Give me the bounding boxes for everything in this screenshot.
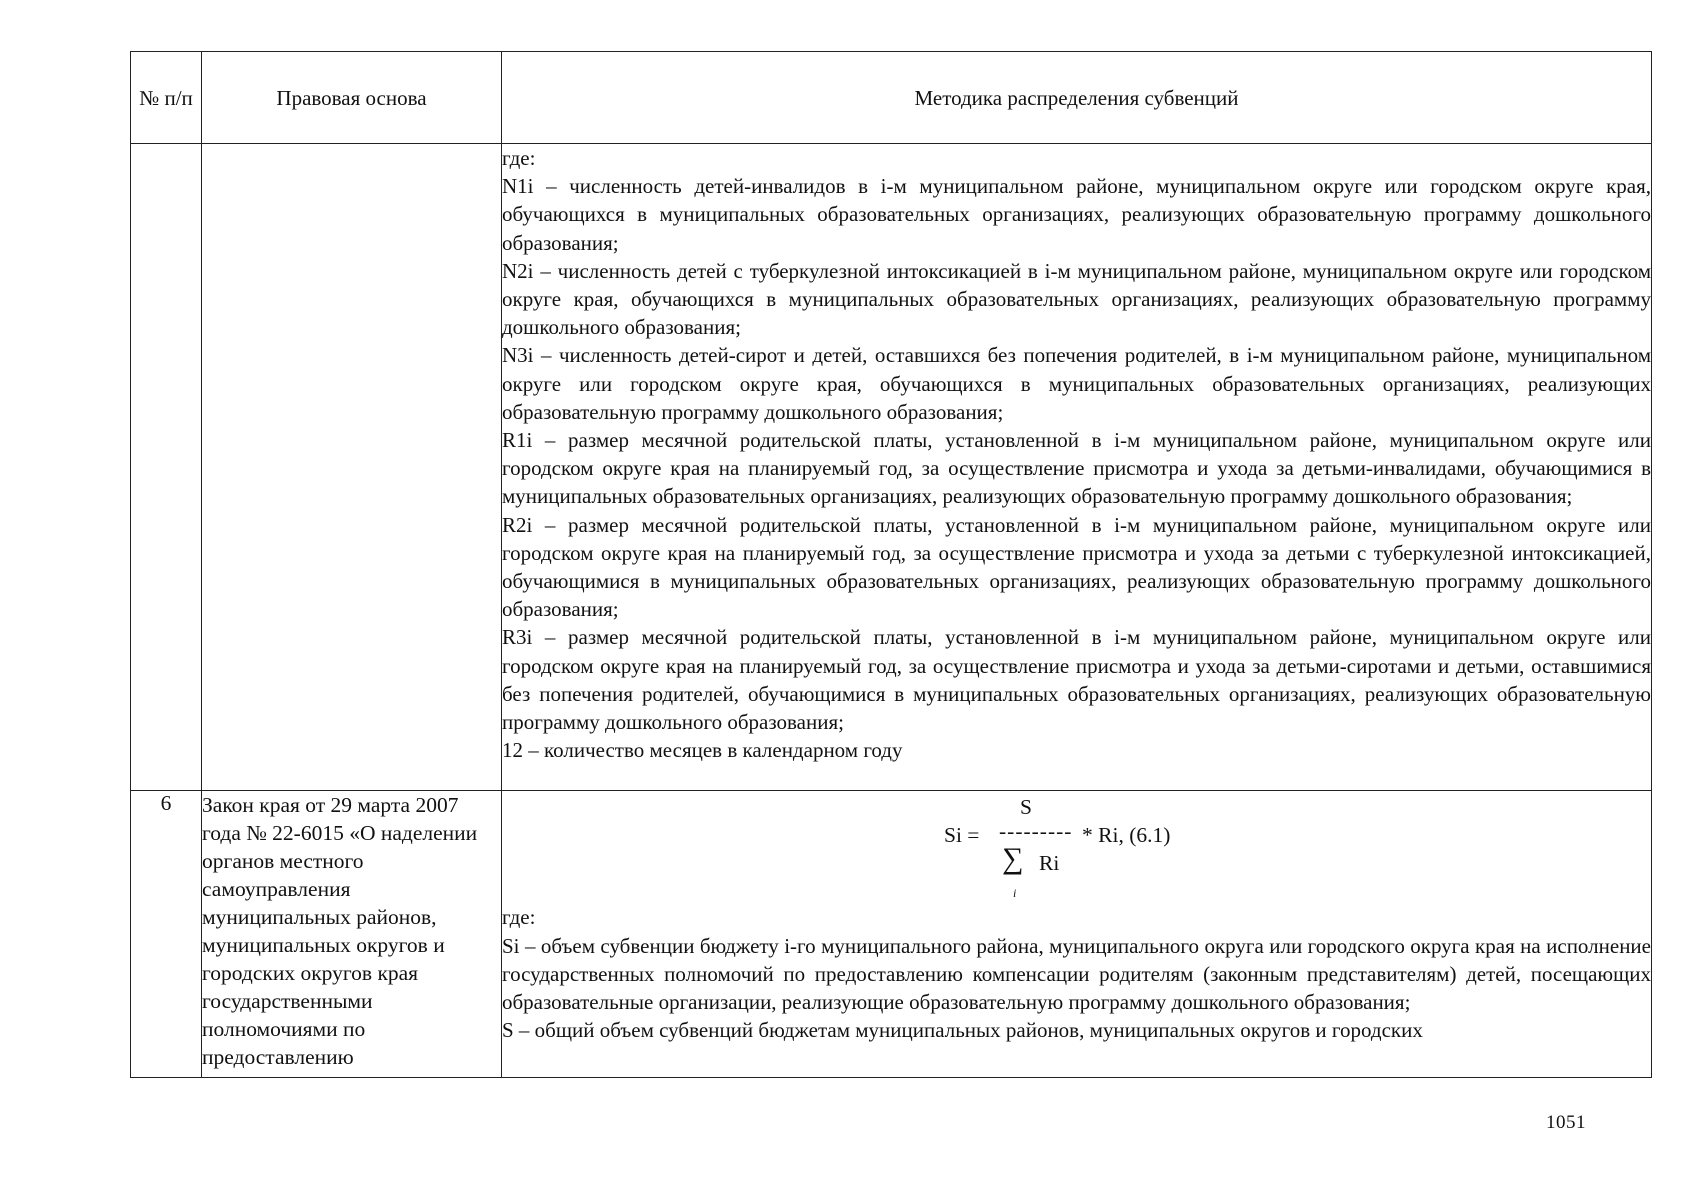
paragraph-n2i: N2i – численность детей с туберкулезной интоксикацией в i-м муниципальном районе, муниципальном округе или городском округе края, обучающихся в муниципальных образовательных организациях, реализующих образовательную программу дошкольного образования; <box>502 258 1651 340</box>
header-number: № п/п <box>131 52 202 144</box>
paragraph-r3i: R3i – размер месячной родительской платы, установленной в i-м муниципальном районе, муниципальном округе или городском округе края на планируемый год, за осуществление присмотра и ухода за детьми-сиротами и детьми, оставшимися без попечения родителей, обучающимися в муниципальных образовательных организациях, реализующих образовательную программу дошкольного образования; <box>502 625 1651 735</box>
table-row <box>131 791 1652 1078</box>
paragraph-where: где: <box>502 146 536 170</box>
header-method: Методика распределения субвенций <box>502 52 1652 144</box>
legal-basis-cell-empty <box>202 144 502 791</box>
formula-tail: * Ri, (6.1) <box>1082 823 1171 848</box>
method-cell <box>502 144 1652 791</box>
subsidy-distribution-table <box>130 51 1652 1078</box>
paragraph-where: где: <box>502 905 536 930</box>
paragraph-months: 12 – количество месяцев в календарном году <box>502 738 903 763</box>
table-row <box>131 144 1652 791</box>
paragraph-n1i: N1i – численность детей-инвалидов в i-м муниципальном районе, муниципальном округе или городском округе края, обучающихся в муниципальных образовательных организациях, реализующих образовательную программу дошкольного образования; <box>502 174 1651 255</box>
paragraph-n3i: N3i – численность детей-сирот и детей, оставшихся без попечения родителей, в i-м муниципальном районе, муниципальном округе или городском округе края, обучающихся в муниципальных образовательных организациях, реализующих образовательную программу дошкольного образования; <box>502 343 1651 424</box>
paragraph-r2i: R2i – размер месячной родительской платы, установленной в i-м муниципальном районе, муниципальном округе или городском округе края на планируемый год, за осуществление присмотра и ухода за детьми с туберкулезной интоксикацией, обучающимися в муниципальных образовательных организациях, реализующих образовательную программу дошкольного образования; <box>502 512 1651 622</box>
formula-fraction-bar: --------- <box>999 819 1073 844</box>
page-number: 1051 <box>1546 1112 1586 1133</box>
formula-lhs: Si = <box>944 823 980 848</box>
row-number: 6 <box>131 791 202 1078</box>
header-legal-basis: Правовая основа <box>202 52 502 144</box>
paragraph-r1i: R1i – размер месячной родительской платы, установленной в i-м муниципальном районе, муниципальном округе или городском округе края на планируемый год, за осуществление присмотра и ухода за детьми-инвалидами, обучающимися в муниципальных образовательных организациях, реализующих образовательную программу дошкольного образования; <box>502 428 1651 509</box>
formula-sum-index: i <box>1013 886 1017 901</box>
table-header-row <box>131 52 1652 144</box>
formula-6-1 <box>502 791 1651 903</box>
formula-denominator: Ri <box>1039 851 1060 876</box>
sigma-symbol: ∑ <box>1002 842 1024 876</box>
paragraph-s: S – общий объем субвенций бюджетам муниципальных районов, муниципальных округов и городских <box>502 1018 1423 1043</box>
formula-numerator: S <box>1020 795 1032 820</box>
method-cell <box>502 791 1652 1078</box>
number-cell-empty <box>131 144 202 791</box>
paragraph-si: Si – объем субвенции бюджету i-го муниципального района, муниципального округа или городского округа края на исполнение государственных полномочий по предоставлению компенсации родителям (законным представителям) детей, посещающих образовательные организации, реализующие образовательную программу дошкольного образования; <box>502 933 1651 1014</box>
legal-basis-text: Закон края от 29 марта 2007 года № 22-6015 «О наделении органов местного самоуправления муниципальных районов, муниципальных округов и городских округов края государственными полномочиями по предоставлению <box>202 791 502 1078</box>
